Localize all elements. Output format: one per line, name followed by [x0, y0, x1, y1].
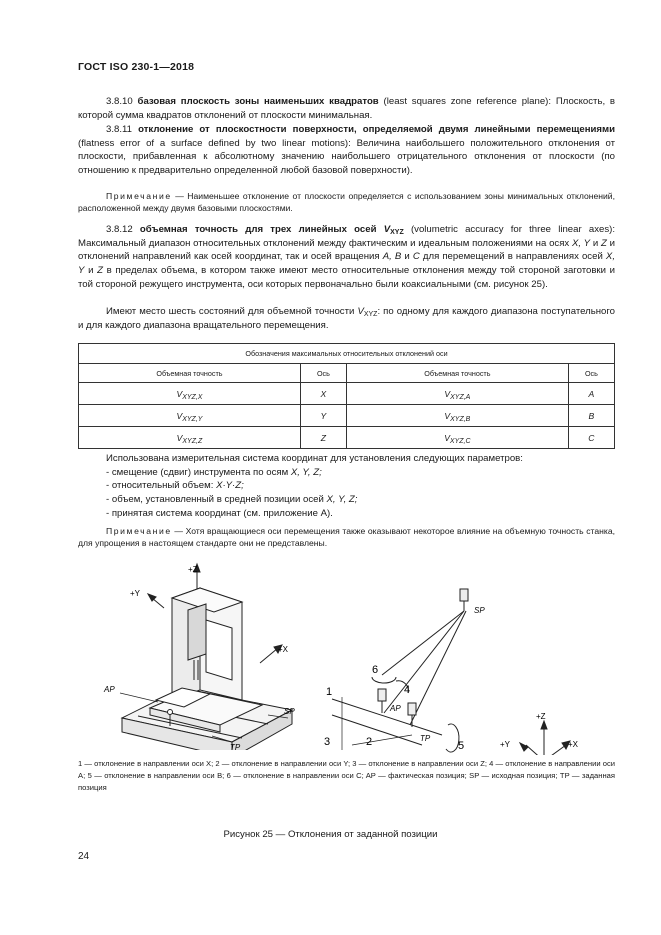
axis-label-z: +Z	[188, 565, 198, 574]
figure-title: Рисунок 25 — Отклонения от заданной позиции	[223, 829, 438, 840]
section-3-8-11	[78, 123, 615, 178]
list-item: - объем, установленный в средней позиции осей X, Y, Z;	[106, 494, 358, 506]
section-number: 3.8.11	[106, 124, 132, 135]
note-text: — Хотя вращающиеся оси перемещения также оказывают некоторое влияние на объемную точность станка, для упрощения в настоящем стандарте они не представлены.	[78, 526, 616, 549]
label-sp: SP	[474, 606, 485, 615]
label-2: 2	[366, 736, 373, 748]
term: базовая плоскость зоны наименьших квадратов	[137, 96, 379, 107]
section-3-8-12: 3.8.12 объемная точность для трех линейных осей $V_{XYZ}$ (volumetric accuracy for three linear axes): Максимальный диапазон относительных отклонений между фактическим и идеальным положениями на осях X, Y и Z и отклонений направлений как осей координат, так и осей вращения A, B и C для перемещений в направлениях осей X, Y и Z в пределах объема, в котором также имеют место относительные отклонения между той стороной заготовки и той стороной режущего инструмента, оси которых первоначально были коаксиальными (см. рисунок 25).	[78, 224, 616, 290]
table-header: Объемная точность	[346, 364, 568, 383]
label-1: 1	[326, 686, 333, 698]
label-3: 3	[324, 736, 331, 748]
standard-header: ГОСТ ISO 230-1—2018	[78, 61, 195, 73]
table-row: $V_{XYZ,Z}$ Z $V_{XYZ,C}$ C	[79, 427, 615, 449]
note-2	[78, 525, 615, 550]
label-ap: AP	[390, 704, 401, 713]
symbol: V	[383, 224, 391, 235]
list-item: - смещение (сдвиг) инструмента по осям X, Y, Z;	[106, 466, 322, 478]
axis-label-x: +X	[278, 645, 289, 654]
label-tp: TP	[230, 743, 241, 750]
definition: Величина наибольшего положительного отклонения от плоскости, прибавленная к абсолютному значению наибольшего отрицательного отклонения от плоскости (по отношению к предварительно определенной любой базовой поверхности).	[78, 137, 615, 177]
deviation-schematic	[312, 585, 612, 755]
list-intro: Использована измерительная система координат для установления следующих параметров:	[106, 453, 523, 464]
axis-label-z: +Z	[536, 712, 546, 721]
label-5: 5	[458, 740, 465, 752]
table-header: Ось	[568, 364, 614, 383]
section-number: 3.8.10	[106, 96, 133, 107]
axis-label-y: +Y	[130, 589, 141, 598]
machine-tool-drawing	[102, 560, 310, 750]
label-ap: AP	[104, 685, 115, 694]
label-6: 6	[372, 664, 379, 676]
term-english: (flatness error of a surface defined by two linear motions):	[78, 137, 351, 149]
table-caption: Обозначения максимальных относительных отклонений оси	[79, 344, 615, 364]
term-english: (volumetric accuracy for three linear axes):	[410, 224, 616, 235]
label-sp: SP	[284, 707, 295, 716]
figure-legend: 1 — отклонение в направлении оси X; 2 — отклонение в направлении оси Y; 3 — отклонение в направлении оси Z; 4 — отклонение в направлении оси A; 5 — отклонение в направлении оси B; 6 — отклонение в направлении оси C; AP — фактическая позиция; SP — исходная позиция; TP — заданная позиция	[78, 759, 615, 792]
note-label: Примечание	[106, 191, 172, 201]
list-item: - принятая система координат (см. приложение А).	[106, 507, 333, 519]
table-header: Ось	[300, 364, 346, 383]
term: объемная точность для трех линейных осей	[139, 224, 377, 235]
section-3-8-10	[78, 95, 615, 122]
section-number: 3.8.12	[106, 224, 133, 235]
axis-label-x: +X	[568, 740, 579, 749]
note-1	[78, 190, 615, 215]
term-english: (least squares zone reference plane):	[383, 96, 552, 107]
page-number: 24	[78, 851, 90, 862]
list-item: - относительный объем: X·Y·Z;	[106, 480, 244, 492]
label-4: 4	[404, 684, 411, 696]
table-row: $V_{XYZ,X}$ X $V_{XYZ,A}$ A	[79, 383, 615, 405]
table-row: $V_{XYZ,Y}$ Y $V_{XYZ,B}$ B	[79, 405, 615, 427]
note-label: Примечание	[106, 526, 172, 536]
term: отклонение от плоскостности поверхности, определяемой двумя линейными перемещениями	[138, 124, 615, 135]
note-text: — Наименьшее отклонение от плоскости определяется с использованием зоны минимальных отклонений, расположенной между двумя базовыми плоскостями.	[78, 191, 615, 214]
axis-label-y: +Y	[500, 740, 511, 749]
label-tp: TP	[420, 734, 431, 743]
deviation-table	[78, 343, 615, 449]
table-header: Объемная точность	[79, 364, 301, 383]
definition: Плоскость, в которой сумма квадратов отклонений от плоскости минимальная.	[78, 96, 616, 121]
symbol-sub: XYZ	[390, 229, 404, 236]
measurement-list	[78, 452, 615, 521]
paragraph-six-states: Имеют место шесть состояний для объемной точности $V_{XYZ}$: по одному для каждого диапазона поступательного и для каждого диапазона вращательного перемещения.	[78, 306, 616, 331]
